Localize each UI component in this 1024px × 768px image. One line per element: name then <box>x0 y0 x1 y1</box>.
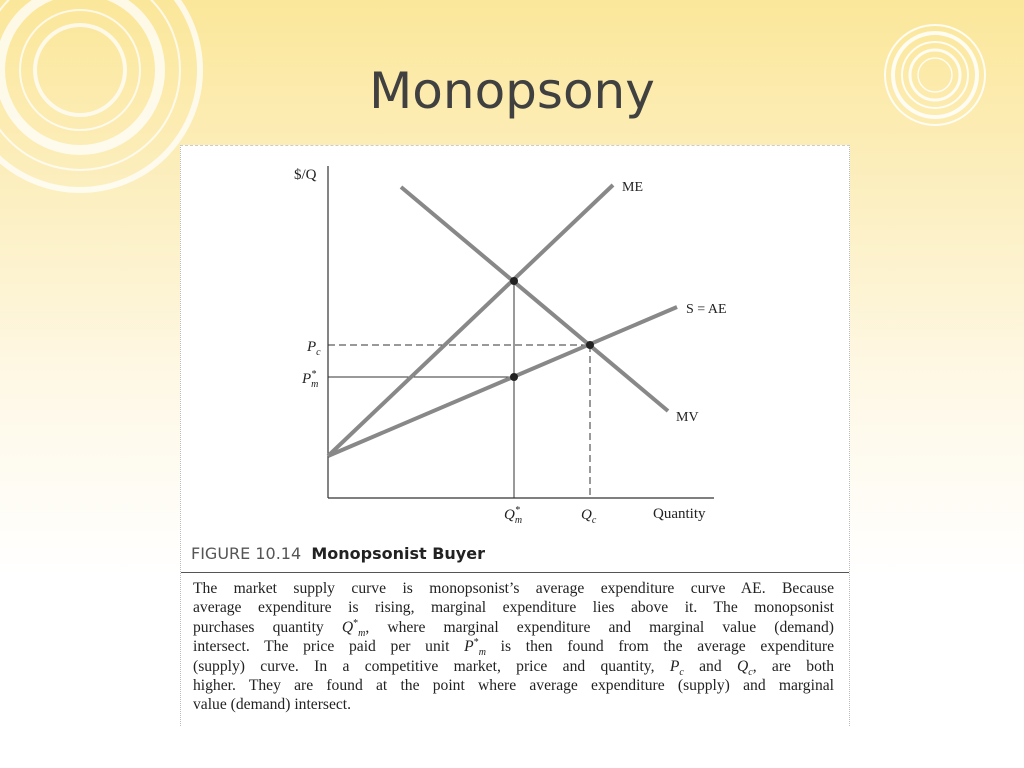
figure <box>180 145 850 726</box>
mv-label: MV <box>676 410 699 425</box>
me-curve <box>328 185 613 456</box>
pc-label: $P_c$ <box>307 339 321 358</box>
x-axis-label: Quantity <box>653 506 706 522</box>
me-label: ME <box>622 180 643 195</box>
supply-ae-curve <box>328 307 677 456</box>
pm-label: P* m <box>302 369 319 390</box>
figure-title: FIGURE 10.14 Monopsonist Buyer <box>191 544 485 563</box>
slide-title: Monopsony <box>369 62 655 120</box>
me-mv-intersection <box>510 277 518 285</box>
supply-label: S = AE <box>686 302 727 317</box>
figure-caption: The market supply curve is monopsonist’s average expenditure curve AE. Because average expenditure is rising, marginal expenditure lies above it. The monopsonist purchases quantity $Q^*_m$, where marginal expenditure and marginal value (demand) intersect. The price paid per unit $P^*_m$ is then found from the average expenditure (supply) curve. In a competitive market, price and quantity, $P_c$ and $Q_c$, are both higher. They are found at the point where average expenditure (supply) and marginal value (demand) intersect. <box>193 580 834 714</box>
competitive-point <box>586 341 594 349</box>
qm-label: Q* m <box>504 505 523 526</box>
monopsony-diagram <box>181 146 849 546</box>
y-axis-label: $/Q <box>294 167 317 183</box>
caption-divider <box>181 572 849 573</box>
qc-label: $Q_c$ <box>581 507 597 526</box>
monopsony-price-point <box>510 373 518 381</box>
